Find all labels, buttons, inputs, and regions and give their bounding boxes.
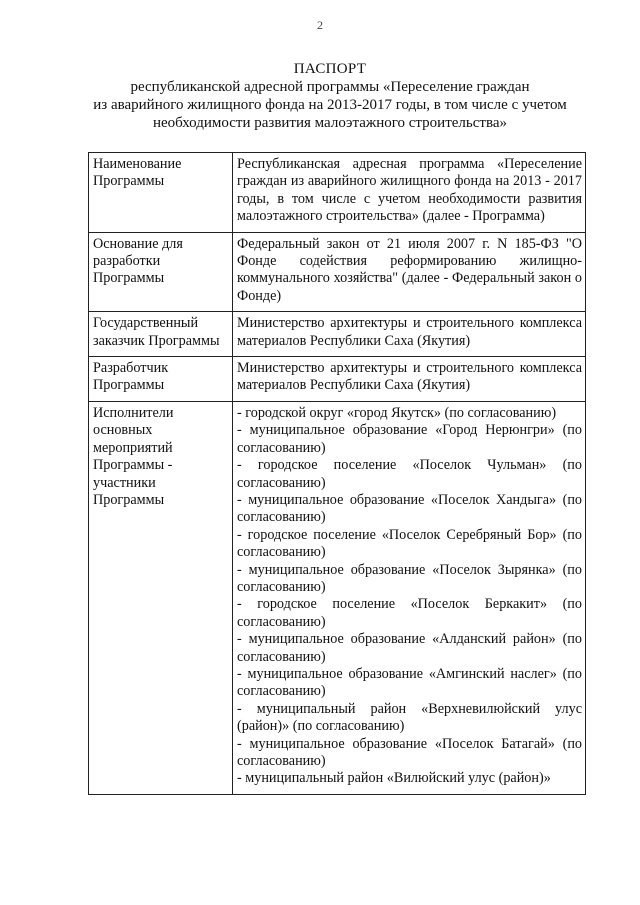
row-label: Разработчик Программы: [89, 357, 233, 402]
list-item: - городское поселение «Поселок Чульман» (по согласованию): [237, 457, 582, 491]
list-item: - муниципальное образование «Амгинский наслег» (по согласованию): [237, 665, 582, 700]
document-title-block: [60, 60, 600, 132]
list-item: - городское поселение «Поселок Серебряный Бор» (по согласованию): [237, 526, 582, 561]
list-item: - городское поселение «Поселок Беркакит» (по согласованию): [237, 596, 582, 630]
row-value: Республиканская адресная программа «Переселение граждан из аварийного жилищного фонда на 2013 - 2017 годы, в том числе с учетом необходимости развития малоэтажного строительства» (далее - Программа): [233, 153, 586, 233]
list-item: - муниципальное образование «Поселок Зырянка» (по согласованию): [237, 561, 582, 595]
row-value: Министерство архитектуры и строительного комплекса материалов Республики Саха (Якутия): [233, 312, 586, 357]
row-label: Основание для разработки Программы: [89, 232, 233, 312]
page-number: 2: [317, 18, 323, 32]
passport-table: [88, 152, 586, 795]
table-row-state-customer: [89, 312, 586, 357]
list-item: - городской округ «город Якутск» (по согласованию): [237, 404, 557, 421]
list-item: - муниципальное образование «Поселок Хандыга» (по согласованию): [237, 491, 582, 526]
title-line-1: республиканской адресной программы «Переселение граждан: [130, 79, 530, 95]
row-value: Федеральный закон от 21 июля 2007 г. N 185-ФЗ "О Фонде содействия реформированию жилищно-коммунального хозяйства" (далее - Федеральный закон о Фонде): [233, 232, 586, 312]
row-label: Наименование Программы: [89, 153, 233, 233]
list-item: - муниципальное образование «Поселок Батагай» (по согласованию): [237, 735, 582, 769]
list-item: - муниципальное образование «Город Нерюнгри» (по согласованию): [237, 422, 582, 456]
list-item: - муниципальный район «Верхневилюйский улус (район)» (по согласованию): [237, 700, 582, 735]
title-line-3: необходимости развития малоэтажного строительства»: [152, 115, 507, 131]
table-row-developer: [89, 357, 586, 402]
row-value: Министерство архитектуры и строительного комплекса материалов Республики Саха (Якутия): [233, 357, 586, 402]
title-line-2: из аварийного жилищного фонда на 2013-2017 годы, в том числе с учетом: [93, 97, 567, 113]
table-row-program-name: [89, 153, 586, 233]
row-label: Государственный заказчик Программы: [89, 312, 233, 357]
list-item: - муниципальный район «Вилюйский улус (район)»: [237, 770, 551, 787]
executors-list: [233, 401, 586, 794]
row-label: Исполнители основных мероприятий Программы - участники Программы: [89, 401, 233, 794]
table-row-executors: [89, 401, 586, 794]
document-heading: ПАСПОРТ: [293, 61, 367, 77]
list-item: - муниципальное образование «Алданский район» (по согласованию): [237, 631, 582, 665]
table-row-basis: [89, 232, 586, 312]
